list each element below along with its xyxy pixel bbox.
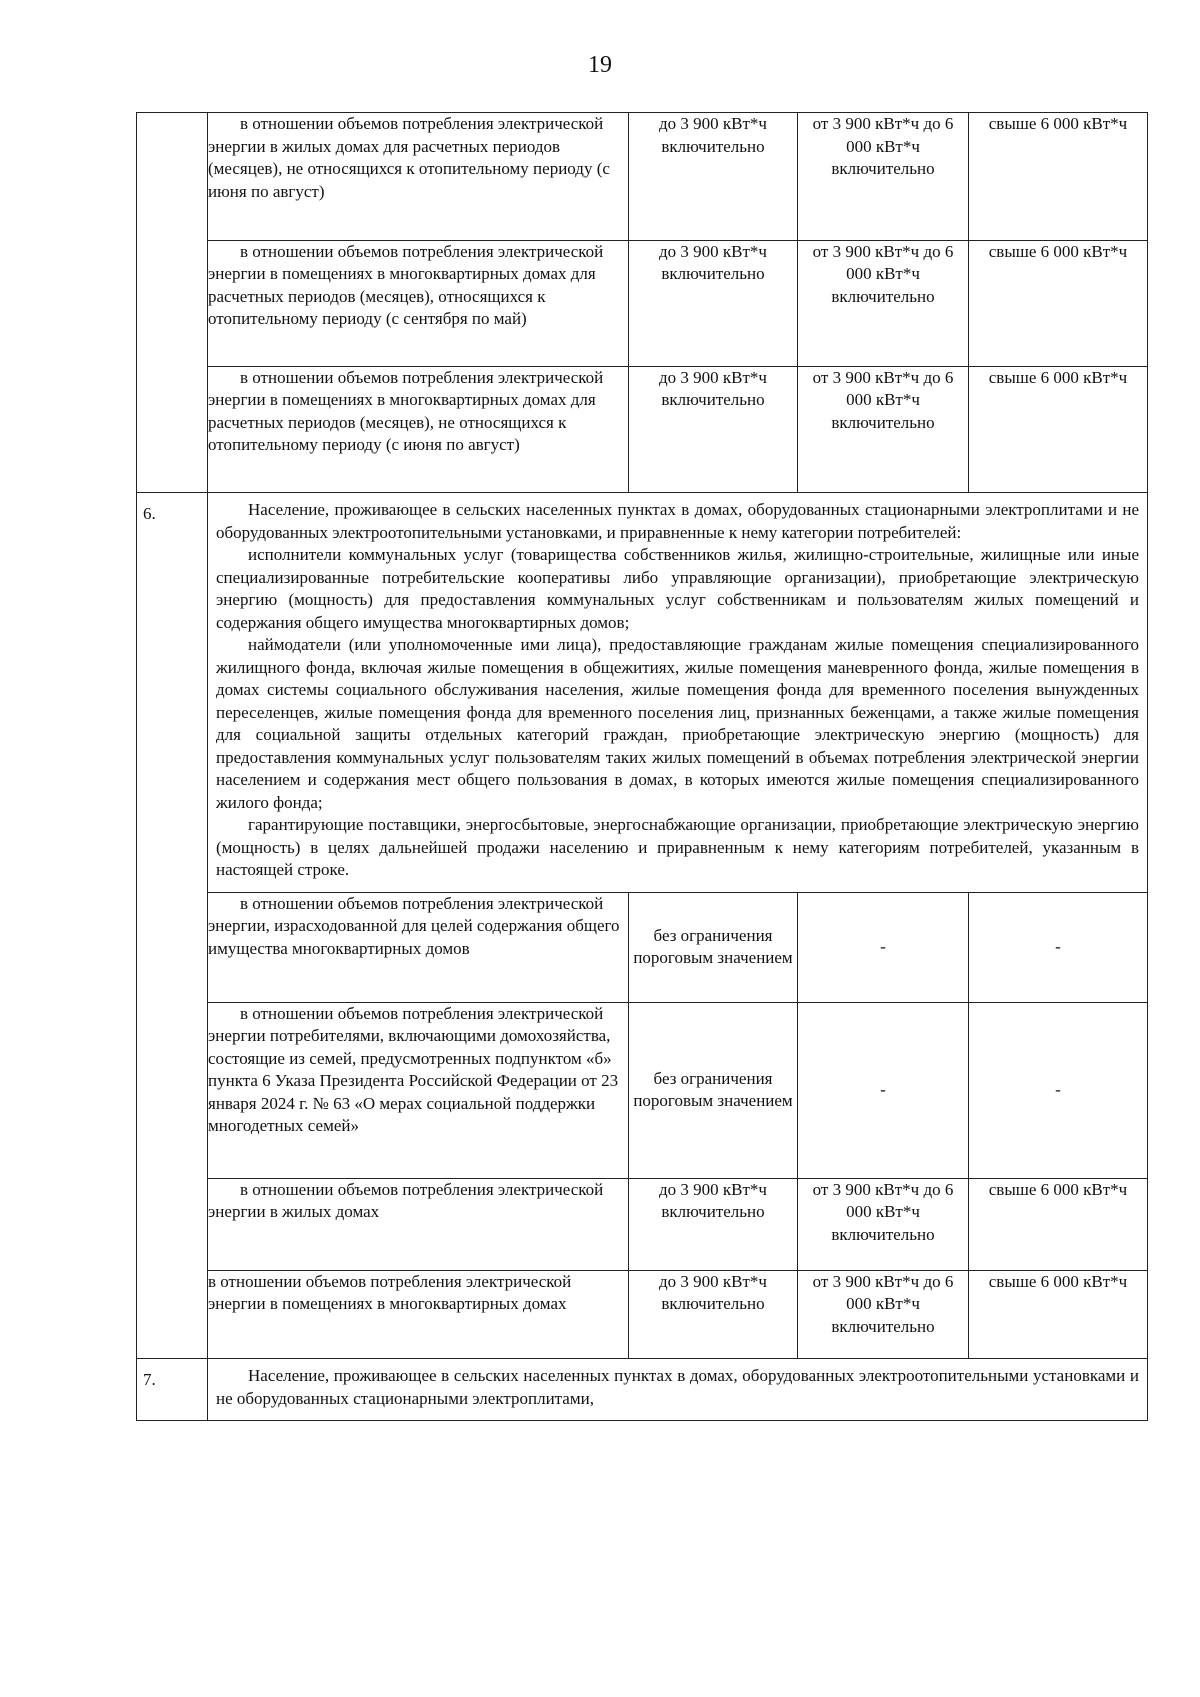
row-description: в отношении объемов потребления электрической энергии в помещениях в многоквартирных домах для расчетных периодов (месяцев), не относящихся к отопительному периоду (с июня по август) xyxy=(208,366,629,492)
row-description: в отношении объемов потребления электрической энергии в помещениях в многоквартирных домах xyxy=(208,1270,629,1358)
threshold-high: - xyxy=(969,892,1148,1002)
paragraph: гарантирующие поставщики, энергосбытовые, энергоснабжающие организации, приобретающие электрическую энергию (мощность) в целях дальнейшей продажи населению и приравненным к нему категориям потребителей, указанным в настоящей строке. xyxy=(216,815,1139,879)
section-7-text xyxy=(208,1359,1147,1420)
paragraph: исполнители коммунальных услуг (товарищества собственников жилья, жилищно-строительные, жилищные или иные специализированные потребительские кооперативы либо управляющие организации), приобретающие электрическую энергию (мощность) для предоставления коммунальных услуг собственникам и пользователям жилых помещений и содержания общего имущества многоквартирных домов; xyxy=(216,545,1139,632)
threshold-mid: от 3 900 кВт*ч до 6 000 кВт*ч включительно xyxy=(798,1178,969,1270)
table-row xyxy=(208,892,1147,1002)
threshold-high: свыше 6 000 кВт*ч xyxy=(988,1271,1128,1291)
threshold-low: до 3 900 кВт*ч включительно xyxy=(629,1178,798,1270)
threshold-high: свыше 6 000 кВт*ч xyxy=(969,113,1148,240)
threshold-mid: от 3 900 кВт*ч до 6 000 кВт*ч включительно xyxy=(798,1270,969,1358)
row-number-cell xyxy=(137,1359,208,1421)
tariff-table xyxy=(136,112,1148,1421)
threshold-mid: от 3 900 кВт*ч до 6 000 кВт*ч включительно xyxy=(798,240,969,366)
section-number: 7. xyxy=(143,1370,156,1389)
page-number: 19 xyxy=(588,52,612,78)
row-description: в отношении объемов потребления электрической энергии в жилых домах xyxy=(208,1178,629,1270)
threshold-high: свыше 6 000 кВт*ч xyxy=(969,240,1148,366)
table-row xyxy=(208,113,1147,240)
row-number-cell xyxy=(137,493,208,1359)
row-description: в отношении объемов потребления электрической энергии в помещениях в многоквартирных домах для расчетных периодов (месяцев), относящихся к отопительному периоду (с сентября по май) xyxy=(208,240,629,366)
table-row xyxy=(208,1178,1147,1270)
threshold-high: - xyxy=(969,1002,1148,1178)
row-number-cell xyxy=(137,113,208,493)
threshold-mid: - xyxy=(798,892,969,1002)
row-description: в отношении объемов потребления электрической энергии потребителями, включающими домохозяйства, состоящие из семей, предусмотренных подпунктом «б» пункта 6 Указа Президента Российской Федерации от 23 января 2024 г. № 63 «О мерах социальной поддержки многодетных семей» xyxy=(208,1002,629,1178)
threshold-low: до 3 900 кВт*ч включительно xyxy=(629,240,798,366)
threshold-low: без ограничения пороговым значением xyxy=(629,1002,798,1178)
threshold-low: до 3 900 кВт*ч включительно xyxy=(629,1270,798,1358)
continuation-subtable xyxy=(208,113,1147,492)
section-6 xyxy=(137,493,1148,1359)
section-6-text xyxy=(208,493,1147,892)
paragraph: Население, проживающее в сельских населенных пунктах в домах, оборудованных стационарными электроплитами и не оборудованных электроотопительными установками, и приравненные к нему категории потребителей: xyxy=(216,500,1139,542)
continuation-cell xyxy=(208,113,1148,493)
row-description: в отношении объемов потребления электрической энергии, израсходованной для целей содержания общего имущества многоквартирных домов xyxy=(208,892,629,1002)
section-7-content xyxy=(208,1359,1148,1421)
table-row xyxy=(208,366,1147,492)
table-row xyxy=(208,1270,1147,1358)
section-6-subtable xyxy=(208,892,1147,1359)
table-row xyxy=(208,1002,1147,1178)
threshold-mid: от 3 900 кВт*ч до 6 000 кВт*ч включительно xyxy=(798,113,969,240)
threshold-low: без ограничения пороговым значением xyxy=(629,892,798,1002)
threshold-low: до 3 900 кВт*ч включительно xyxy=(629,366,798,492)
row-description: в отношении объемов потребления электрической энергии в жилых домах для расчетных периодов (месяцев), не относящихся к отопительному периоду (с июня по август) xyxy=(208,113,629,240)
section-6-content xyxy=(208,493,1148,1359)
table-row xyxy=(208,240,1147,366)
threshold-low: до 3 900 кВт*ч включительно xyxy=(629,113,798,240)
threshold-mid: - xyxy=(798,1002,969,1178)
threshold-high: свыше 6 000 кВт*ч xyxy=(969,1178,1148,1270)
section-number: 6. xyxy=(143,504,156,523)
section-7 xyxy=(137,1359,1148,1421)
paragraph: Население, проживающее в сельских населенных пунктах в домах, оборудованных электроотопительными установками и не оборудованных стационарными электроплитами, xyxy=(216,1366,1139,1408)
threshold-mid: от 3 900 кВт*ч до 6 000 кВт*ч включительно xyxy=(798,366,969,492)
threshold-high: свыше 6 000 кВт*ч xyxy=(988,367,1128,387)
continuation-block xyxy=(137,113,1148,493)
paragraph: наймодатели (или уполномоченные ими лица), предоставляющие гражданам жилые помещения специализированного жилищного фонда, включая жилые помещения в общежитиях, жилые помещения маневренного фонда, жилые помещения в домах системы социального обслуживания населения, жилые помещения фонда для временного поселения вынужденных переселенцев, жилые помещения фонда для временного поселения лиц, признанных беженцами, а также жилые помещения для социальной защиты отдельных категорий граждан, приобретающие электрическую энергию (мощность) для предоставления коммунальных услуг пользователям таких жилых помещений в объемах потребления электрической энергии населением и содержания мест общего пользования в домах, в которых имеются жилые помещения специализированного жилого фонда; xyxy=(216,635,1139,812)
